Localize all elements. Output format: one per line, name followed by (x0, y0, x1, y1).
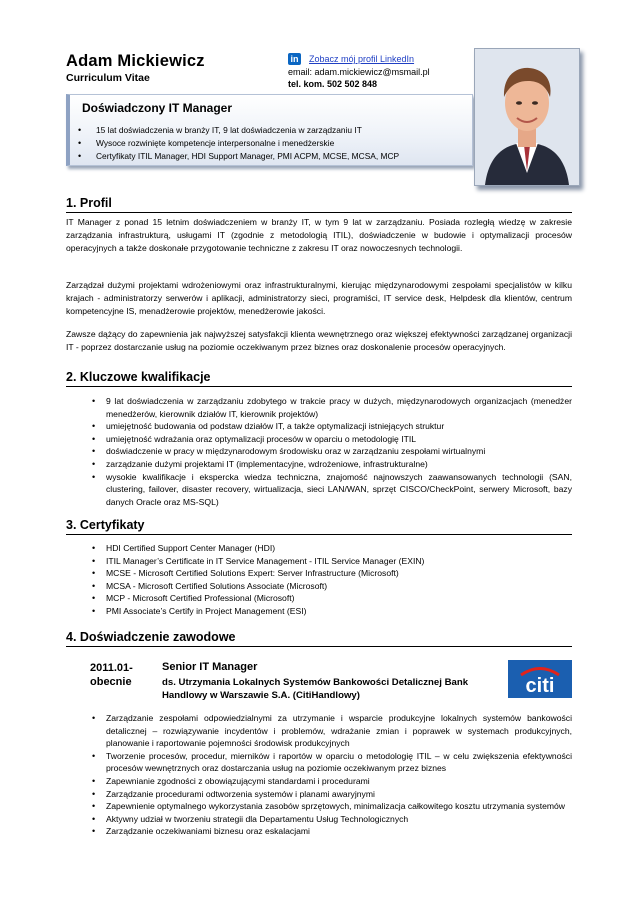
job-position: Senior IT Manager (162, 661, 258, 673)
qualification-item: • 9 lat doświadczenia w zarządzaniu zdobytego w trakcie pracy w dużych, międzynarodowych organizacjach (menedżer menedżerów, kierownik działów IT, kierownik projektów) (90, 395, 572, 420)
document-subtitle: Curriculum Vitae (66, 72, 150, 84)
section-divider (66, 386, 572, 387)
qualification-item: • umiejętność wdrażania oraz optymalizacji procesów w oparciu o metodologię ITIL (90, 433, 572, 446)
job-duty-item: • Zarządzanie oczekiwaniami biznesu oraz eskalacjami (90, 825, 572, 838)
section-divider (66, 534, 572, 535)
phone-text: tel. kom. 502 502 848 (288, 79, 378, 89)
portrait-illustration (475, 49, 579, 185)
certificate-item: • MCP - Microsoft Certified Professional (Microsoft) (90, 592, 572, 605)
qualification-item: • umiejętność budowania od podstaw działów IT, a także optymalizacji istniejących struktur (90, 420, 572, 433)
job-dates (90, 661, 154, 689)
summary-title: Doświadczony IT Manager (82, 101, 233, 115)
certificate-item: • PMI Associate’s Certify in Project Management (ESI) (90, 605, 572, 618)
job-duty-item: • Tworzenie procesów, procedur, mierników i raportów w oparciu o metodologię ITIL – w celu zwiększenia efektywności procesów wewnętrznych oraz dostarczania usług na poziomie oczekiwanym przez biznes (90, 750, 572, 775)
profile-photo (474, 48, 580, 186)
job-duty-item: • Zapewnienie optymalnego wykorzystania zasobów sprzętowych, minimalizacja całkowitego kosztu utrzymania systemów (90, 800, 572, 813)
job-duty-item: • Zapewnianie zgodności z obowiązującymi standardami i procedurami (90, 775, 572, 788)
summary-item: • 15 lat doświadczenia w branży IT, 9 lat doświadczenia w zarządzaniu IT (70, 124, 399, 137)
job-duty-item: • Aktywny udział w tworzeniu strategii dla Departamentu Usług Technologicznych (90, 813, 572, 826)
certificate-item: • MCSA - Microsoft Certified Solutions Associate (Microsoft) (90, 580, 572, 593)
summary-box (66, 94, 473, 166)
job-duties-list (90, 712, 572, 838)
citi-logo-mark (508, 660, 572, 698)
summary-item: • Wysoce rozwinięte kompetencje interpersonalne i menedżerskie (70, 137, 399, 150)
summary-list (70, 124, 399, 163)
job-dates-line: obecnie (90, 676, 132, 688)
section-title-experience: 4. Doświadczenie zawodowe (66, 630, 236, 644)
linkedin-row[interactable] (288, 53, 430, 66)
job-duty-item: • Zarządzanie procedurami odtworzenia systemów i planami awaryjnymi (90, 788, 572, 801)
job-duty-item: • Zarządzanie zespołami odpowiedzialnymi za utrzymanie i wsparcie produkcyjne lokalnych systemów bankowości detalicznej – rozwiązywanie incydentów i problemów, wdrażanie zmian i poprawek w systemach produkcyjnych, planowanie i raportowanie pojemności środowisk produkcyjnych (90, 712, 572, 750)
job-company: ds. Utrzymania Lokalnych Systemów Bankowości Detalicznej Bank Handlowy w Warszawie S.A. (CitiHandlowy) (162, 677, 469, 701)
qualification-item: • wysokie kwalifikacje i ekspercka wiedza techniczna, znajomość najnowszych zaawansowanych technologii (SAN, clustering, failover, disaster recovery, wirtualizacja, sieci LAN/WAN, sprzęt CISCO/CheckPoint, serwery Microsoft, bazy danych Oracle oraz MS-SQL) (90, 471, 572, 509)
section-title-certificates: 3. Certyfikaty (66, 518, 145, 532)
email-text: email: adam.mickiewicz@msmail.pl (288, 66, 430, 77)
section-title-profile: 1. Profil (66, 196, 112, 210)
certificate-item: • ITIL Manager’s Certificate in IT Service Management - ITIL Service Manager (EXIN) (90, 555, 572, 568)
section-divider (66, 646, 572, 647)
job-dates-line: 2011.01- (90, 662, 133, 674)
linkedin-icon[interactable]: in (288, 53, 301, 65)
citi-logo-text: citi (525, 675, 555, 697)
contact-block (288, 53, 430, 91)
certificate-item: • HDI Certified Support Center Manager (HDI) (90, 542, 572, 555)
linkedin-profile-link[interactable]: Zobacz mój profil LinkedIn (309, 54, 415, 64)
qualifications-list (90, 395, 572, 508)
citi-logo (508, 660, 572, 698)
profile-paragraph: Zawsze dążący do zapewnienia jak najwyższej satysfakcji klienta wewnętrznego oraz większej efektywności zarządzanej organizacji IT - poprzez dostarczanie usług na poziomie oczekiwanym przez biznes oraz doskonalenie procesów operacyjnych. (66, 329, 572, 352)
candidate-name: Adam Mickiewicz (66, 52, 205, 70)
profile-paragraph: IT Manager z ponad 15 letnim doświadczeniem w branży IT, w tym 9 lat w zarządzaniu. Posiada rozległą wiedzę w zakresie zarządzania infrastrukturą, usługami IT (zgodnie z metodologią ITIL), doświadczenie w budowie i optymalizacji procesów operacyjnych a także doskonałe przygotowanie techniczne z zakresu IT oraz nowoczesnych technologii. (66, 217, 572, 253)
section-title-qualifications: 2. Kluczowe kwalifikacje (66, 370, 211, 384)
qualification-item: • zarządzanie dużymi projektami IT (implementacyjne, wdrożeniowe, infrastrukturalne) (90, 458, 572, 471)
section-divider (66, 212, 572, 213)
profile-paragraph: Zarządzał dużymi projektami wdrożeniowymi oraz infrastrukturalnymi, kierując międzynarodowymi zespołami specjalistów w kilku krajach - administratorzy serwerów i aplikacji, administratorzy sieci, programiści, IT service desk, Helpdesk dla klientów, centrum kompetencyjne IS, menadżerowie projektów, menedżerowie jakości. (66, 280, 572, 316)
certificate-item: • MCSE - Microsoft Certified Solutions Expert: Server Infrastructure (Microsoft) (90, 567, 572, 580)
summary-item: • Certyfikaty ITIL Manager, HDI Support Manager, PMI ACPM, MCSE, MCSA, MCP (70, 150, 399, 163)
certificates-list (90, 542, 572, 618)
qualification-item: • doświadczenie w pracy w międzynarodowym środowisku oraz w zarządzaniu zespołami wirtualnymi (90, 445, 572, 458)
